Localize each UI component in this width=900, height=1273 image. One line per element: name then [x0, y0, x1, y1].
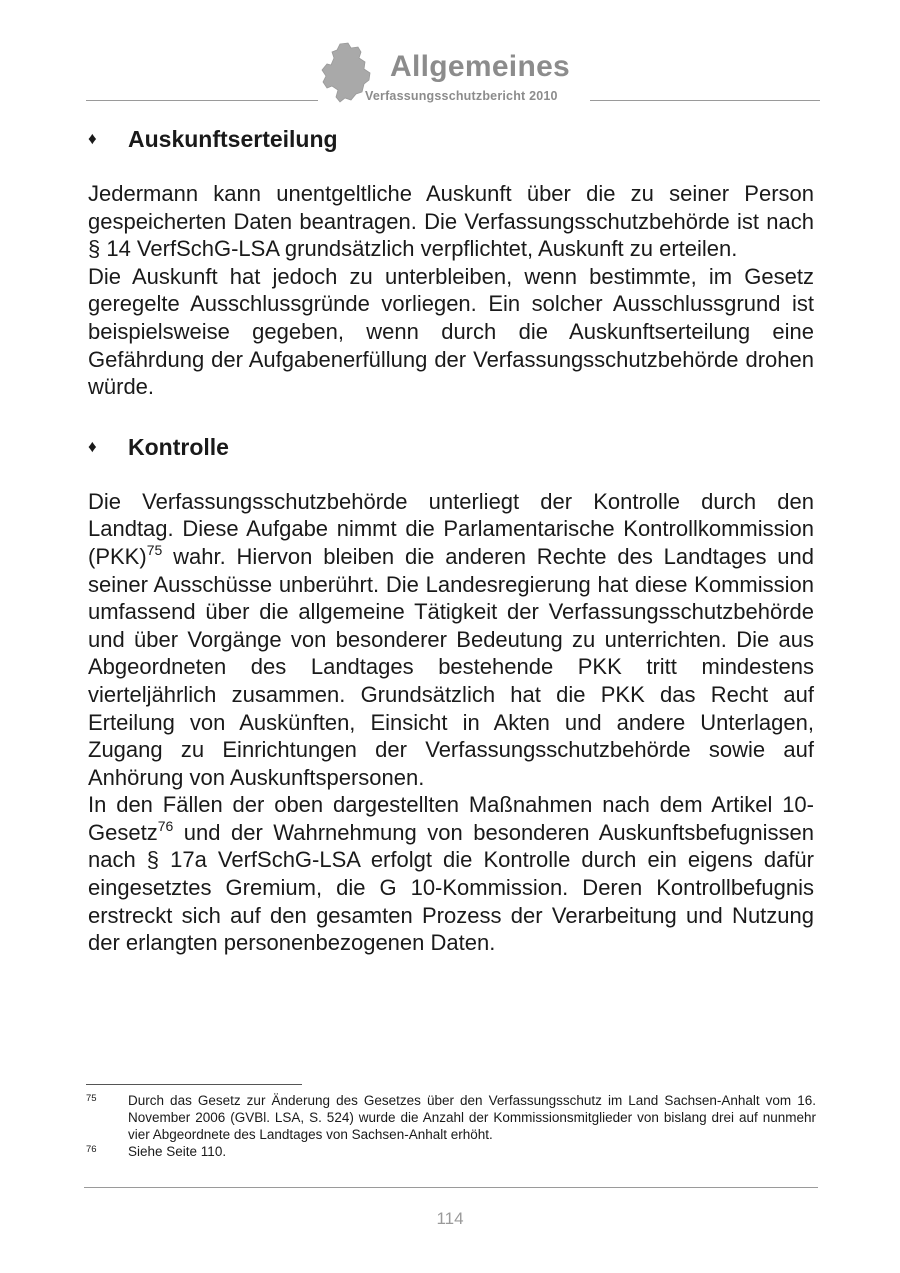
footnote-75 — [86, 1092, 816, 1143]
paragraph: Die Auskunft hat jedoch zu unterbleiben, wenn bestimmte, im Gesetz geregelte Ausschlussgründe vorliegen. Ein solcher Ausschlussgrund ist beispielsweise gegeben, wenn durch die Auskunftserteilung eine Gefährdung der Aufgabenerfüllung der Verfassungsschutzbehörde drohen würde. — [88, 263, 814, 400]
section-heading-auskunftserteilung — [88, 122, 814, 156]
footnote-text: Siehe Seite 110. — [128, 1144, 227, 1159]
header-subtitle: Verfassungsschutzbericht 2010 — [365, 89, 558, 103]
paragraph-text: In den Fällen der oben dargestellten Maßnahmen nach dem Artikel 10-Gesetz — [88, 792, 814, 845]
paragraph-text: Die Verfassungsschutzbehörde unterliegt der Kontrolle durch den Landtag. Diese Aufgabe nimmt die Parlamentarische Kontrollkommission (PKK) — [88, 488, 814, 569]
diamond-bullet-icon: ♦ — [88, 436, 97, 456]
footnote-76 — [86, 1143, 816, 1160]
footnote-separator — [86, 1084, 302, 1085]
footnote-number: 76 — [86, 1144, 97, 1155]
section-heading-text: Kontrolle — [128, 433, 229, 460]
section-heading-kontrolle — [88, 430, 814, 464]
paragraph-text: wahr. Hiervon bleiben die anderen Rechte des Landtages und seiner Ausschüsse unberührt. Die Landesregierung hat diese Kommission umfassend über die allgemeine Tätigkeit der Verfassungsschutzbehörde und über Vorgänge von besonderer Bedeutung zu unterrichten. Die aus Abgeordneten des Landtages bestehende PKK tritt mindestens vierteljährlich zusammen. Grundsätzlich hat die PKK das Recht auf Erteilung von Auskünften, Einsicht in Akten und andere Unterlagen, Zugang zu Einrichtungen der Verfassungsschutzbehörde sowie auf Anhörung von Auskunftspersonen. — [88, 543, 814, 790]
footnotes — [86, 1092, 816, 1160]
paragraph — [88, 791, 814, 957]
paragraph: Jedermann kann unentgeltliche Auskunft über die zu seiner Person gespeicherten Daten beantragen. Die Verfassungsschutzbehörde ist nach § 14 VerfSchG-LSA grundsätzlich verpflichtet, Auskunft zu erteilen. — [88, 181, 814, 262]
main-content — [88, 122, 814, 957]
header-title: Allgemeines — [390, 50, 571, 83]
page-header — [0, 0, 900, 110]
footnote-number: 75 — [86, 1093, 97, 1104]
section-heading-text: Auskunftserteilung — [128, 126, 338, 152]
diamond-bullet-icon: ♦ — [88, 129, 97, 148]
paragraph — [88, 488, 814, 792]
footer-rule — [84, 1187, 818, 1188]
page-number: 114 — [436, 1209, 464, 1228]
header-rule-left — [86, 100, 318, 101]
header-rule-right — [590, 100, 820, 101]
paragraph-text: und der Wahrnehmung von besonderen Auskunftsbefugnissen nach § 17a VerfSchG-LSA erfolgt die Kontrolle durch ein eigens dafür eingesetztes Gremium, die G 10-Kommission. Deren Kontrollbefugnis erstreckt sich auf den gesamten Prozess der Verarbeitung und Nutzung der erlangten personenbezogenen Daten. — [88, 819, 814, 956]
footnote-reference-76[interactable]: 76 — [157, 817, 174, 834]
footnote-text: Durch das Gesetz zur Änderung des Gesetzes über den Verfassungsschutz im Land Sachsen-Anhalt vom 16. November 2006 (GVBl. LSA, S. 524) wurde die Anzahl der Kommissionsmitglieder von bislang drei auf nunmehr vier Abgeordnete des Landtages von Sachsen-Anhalt erhöht. — [128, 1093, 816, 1142]
footnote-reference-75[interactable]: 75 — [146, 541, 163, 558]
